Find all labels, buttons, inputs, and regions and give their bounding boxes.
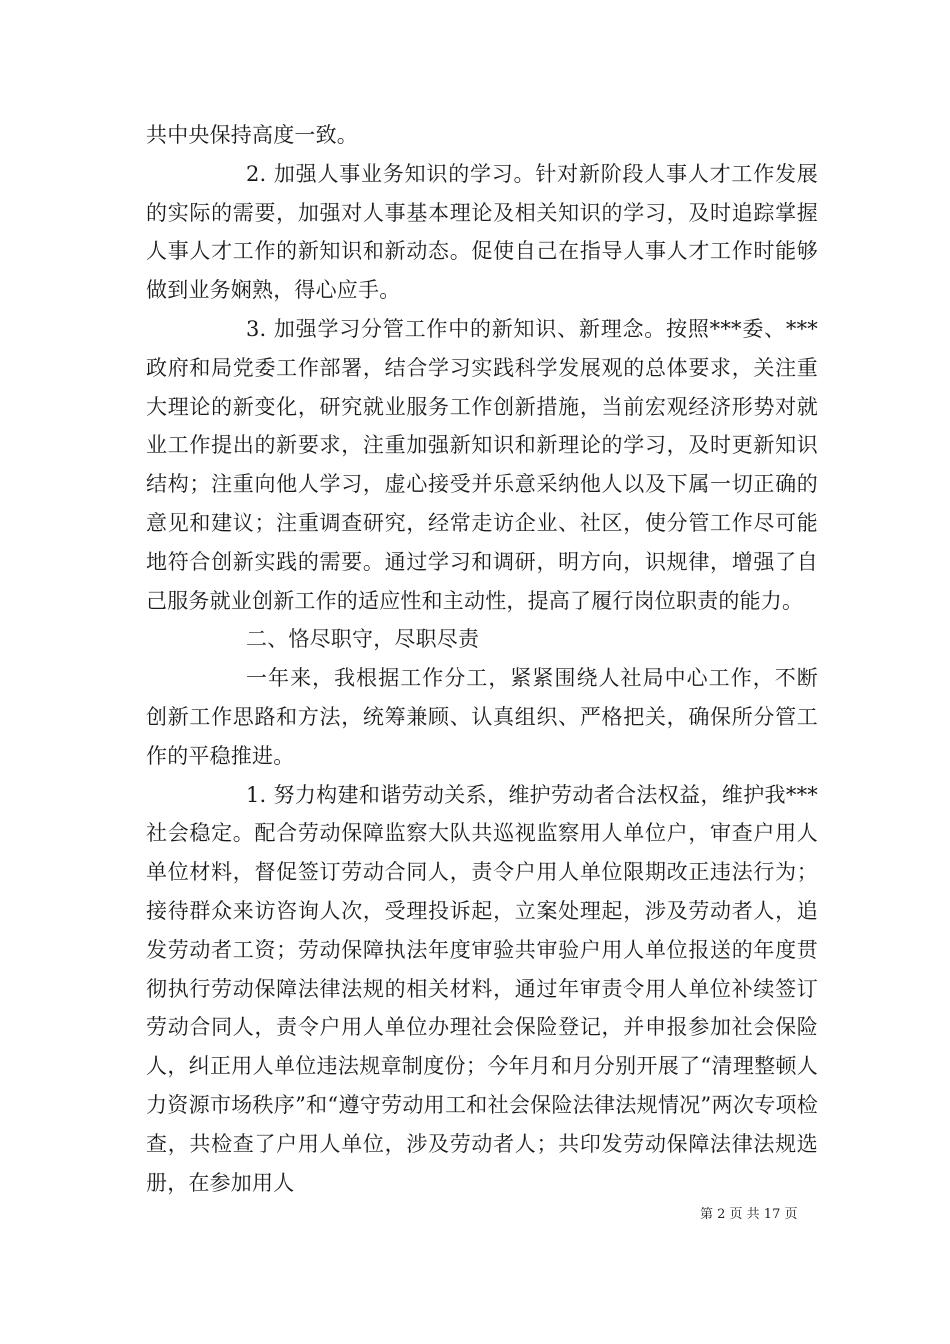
section-heading: 二、恪尽职守，尽职尽责 [246,627,480,652]
paragraph-2: 2. 加强人事业务知识的学习。针对新阶段人事人才工作发展的实际的需要，加强对人事基本理论及相关知识的学习，及时追踪掌握人事人才工作的新知识和新动态。促使自己在指导人事人才工作时能够做到业务娴熟，得心应手。 [146,161,818,303]
paragraph-3: 3. 加强学习分管工作中的新知识、新理念。按照***委、***政府和局党委工作部署，结合学习实践科学发展观的总体要求，关注重大理论的新变化，研究就业服务工作创新措施，当前宏观经济形势对就业工作提出的新要求，注重加强新知识和新理论的学习，及时更新知识结构；注重向他人学习，虚心接受并乐意采纳他人以及下属一切正确的意见和建议；注重调查研究，经常走访企业、社区，使分管工作尽可能地符合创新实践的需要。通过学习和调研，明方向，识规律，增强了自己服务就业创新工作的适应性和主动性，提高了履行岗位职责的能力。 [146,316,818,613]
document-body [146,116,818,1202]
paragraph-1: 共中央保持高度一致。 [146,123,358,147]
page-number: 第 2 页 共 17 页 [700,1207,798,1222]
paragraph-6: 1. 努力构建和谐劳动关系，维护劳动者合法权益，维护我***社会稳定。配合劳动保障监察大队共巡视监察用人单位户，审查户用人单位材料，督促签订劳动合同人，责令户用人单位限期改正违法行为；接待群众来访咨询人次，受理投诉起，立案处理起，涉及劳动者人，追发劳动者工资；劳动保障执法年度审验共审验户用人单位报送的年度贯彻执行劳动保障法律法规的相关材料，通过年审责令用人单位补续签订劳动合同人，责令户用人单位办理社会保险登记，并申报参加社会保险人，纠正用人单位违法规章制度份；今年月和月分别开展了“清理整顿人力资源市场秩序”和“遵守劳动用工和社会保险法律法规情况”两次专项检查，共检查了户用人单位，涉及劳动者人；共印发劳动保障法律法规选册，在参加用人 [146,782,818,1195]
paragraph-5: 一年来，我根据工作分工，紧紧围绕人社局中心工作，不断创新工作思路和方法，统筹兼顾、认真组织、严格把关，确保所分管工作的平稳推进。 [146,666,818,768]
